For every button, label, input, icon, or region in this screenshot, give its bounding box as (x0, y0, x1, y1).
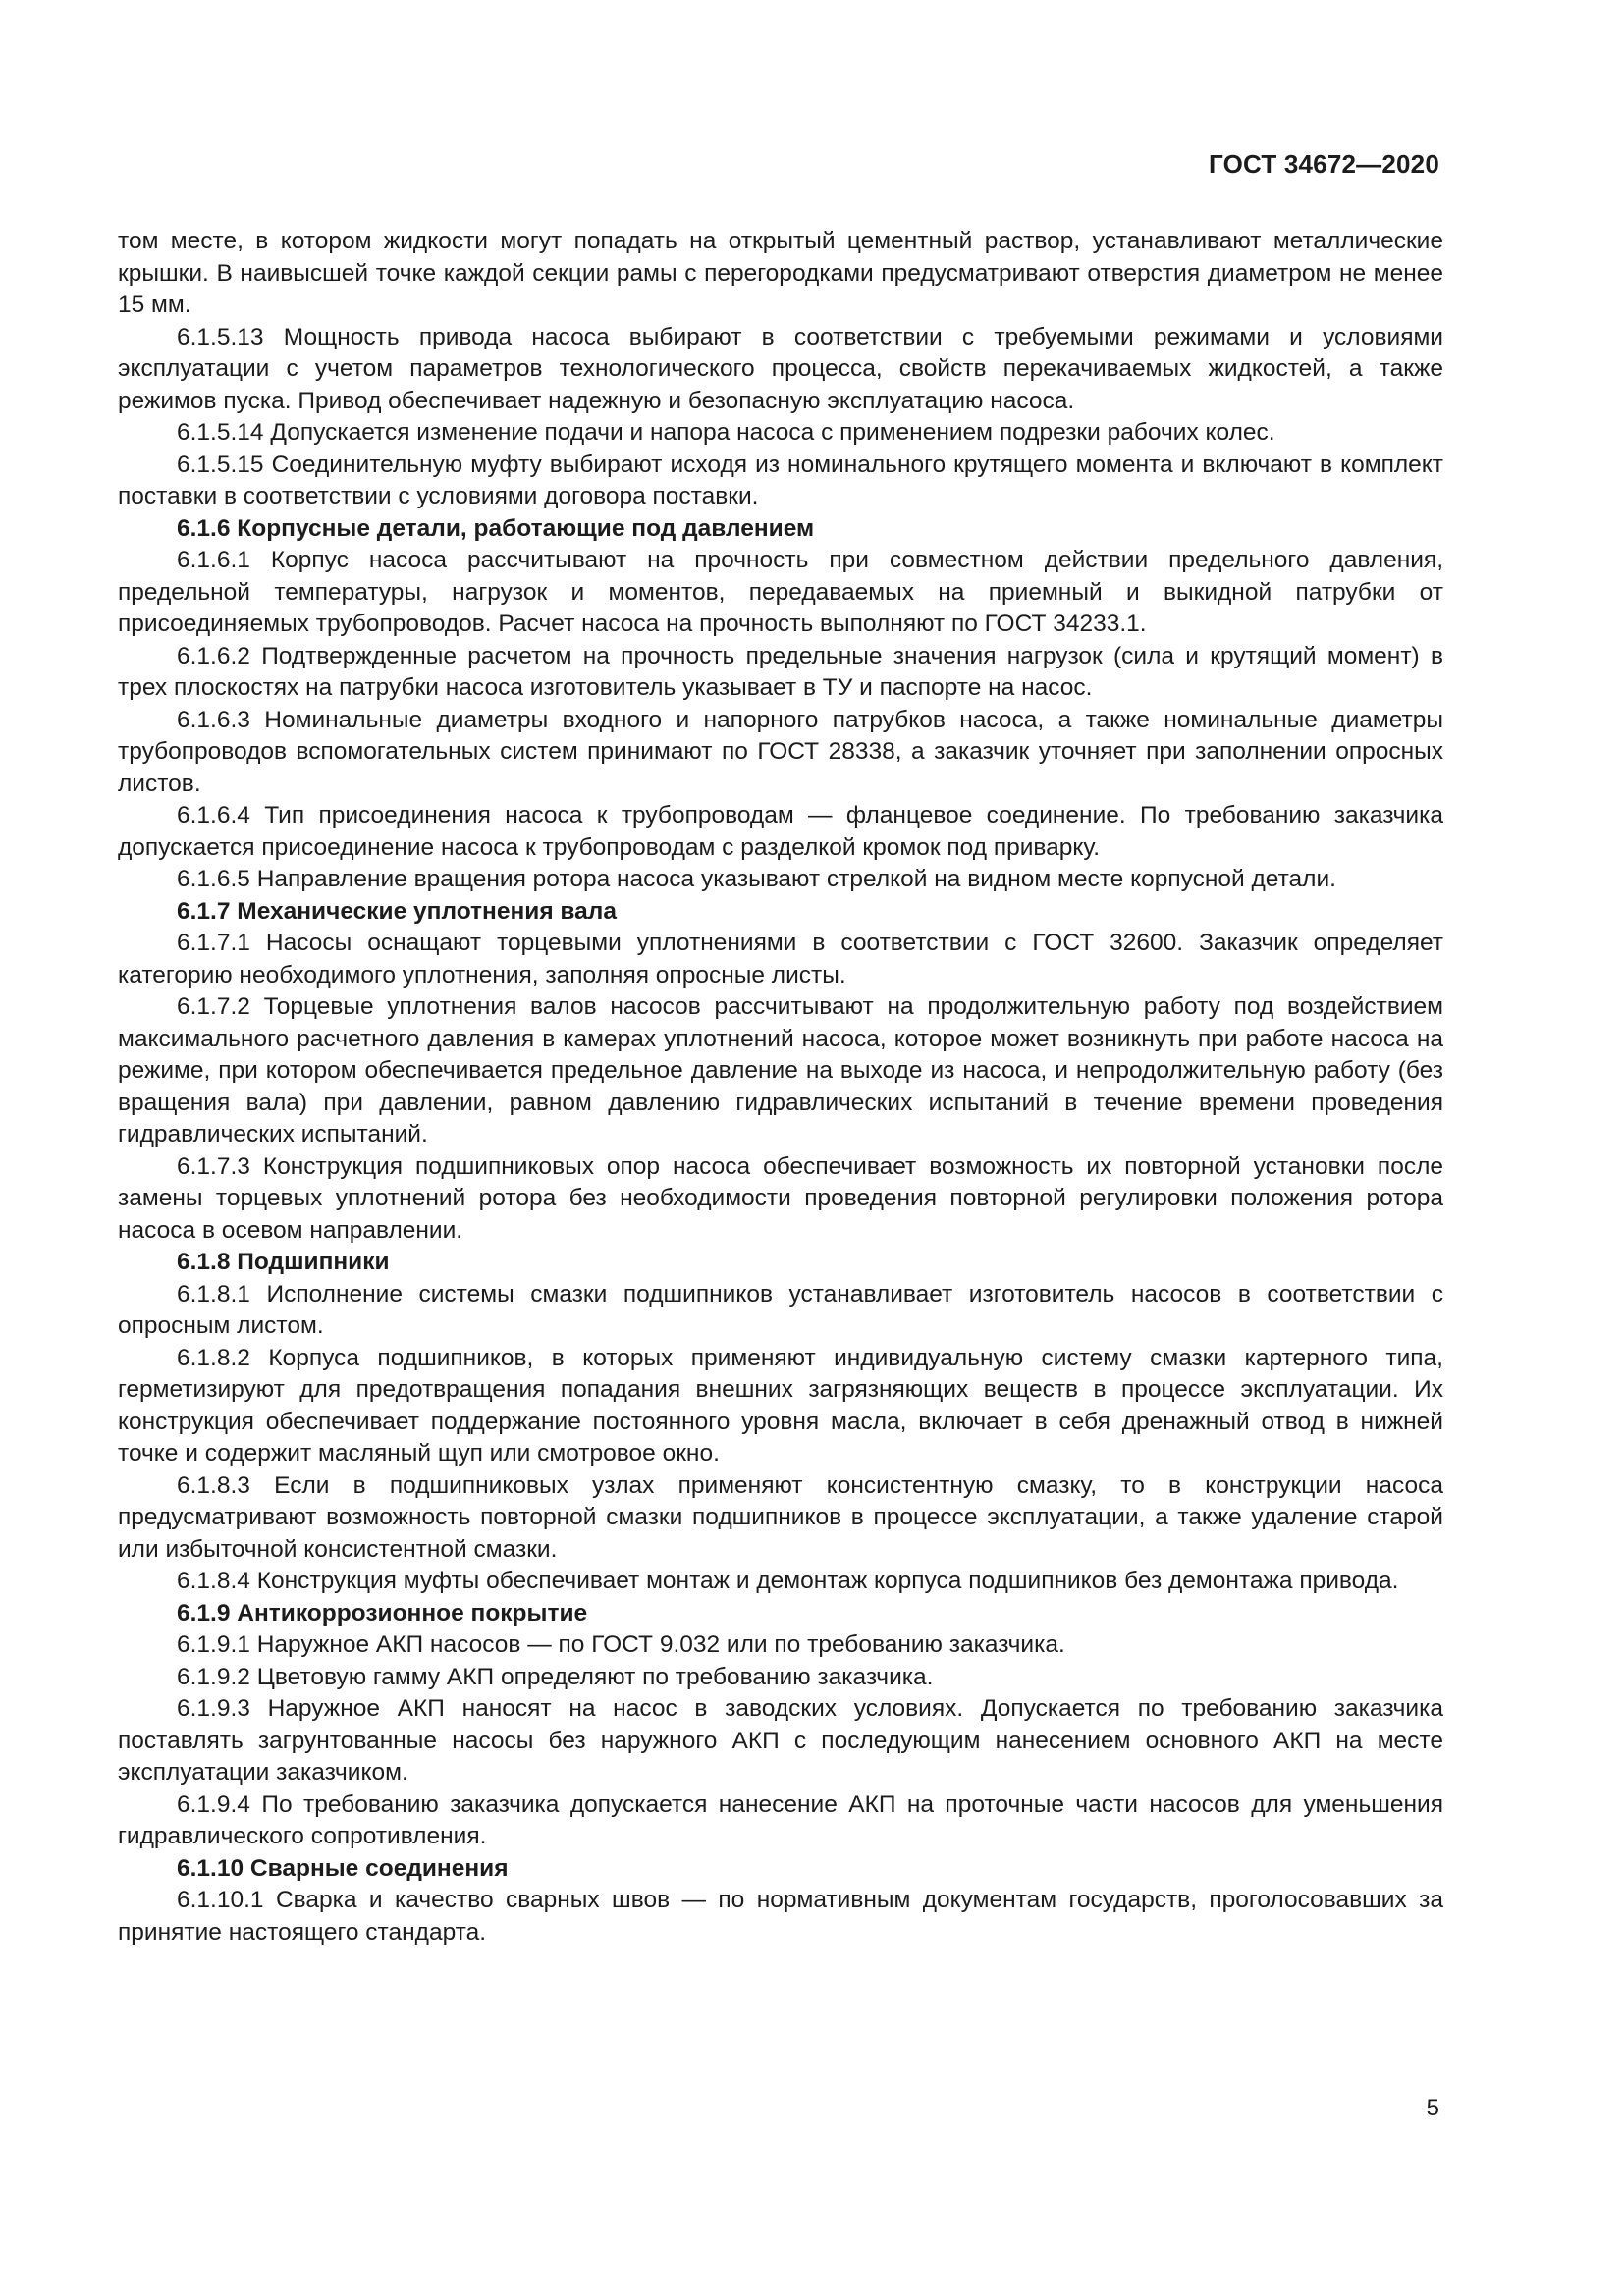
clause-6-1-6-2: 6.1.6.2 Подтвержденные расчетом на прочность предельные значения нагрузок (сила и крутящий момент) в трех плоскостях на патрубки насоса изготовитель указывает в ТУ и паспорте на насос. (118, 642, 1443, 701)
section-heading-6-1-8: 6.1.8 Подшипники (177, 1249, 390, 1275)
document-body (118, 226, 1443, 1949)
clause-6-1-9-1: 6.1.9.1 Наружное АКП насосов — по ГОСТ 9.032 или по требованию заказчика. (177, 1631, 1065, 1658)
section-heading-6-1-6: 6.1.6 Корпусные детали, работающие под давлением (177, 514, 815, 542)
section-heading-6-1-10: 6.1.10 Сварные соединения (177, 1854, 509, 1882)
clause-6-1-8-4: 6.1.8.4 Конструкция муфты обеспечивает монтаж и демонтаж корпуса подшипников без демонтажа привода. (177, 1568, 1399, 1594)
clause-6-1-7-2: 6.1.7.2 Торцевые уплотнения валов насосов рассчитывают на продолжительную работу под воздействием максимального расчетного давления в камерах уплотнений насоса, которое может возникнуть при работе насоса на режиме, при котором обеспечивается предельное давление на выходе из насоса, и непродолжительную работу (без вращения вала) при давлении, равном давлению гидравлических испытаний в течение времени проведения гидравлических испытаний. (118, 993, 1443, 1148)
clause-6-1-10-1: 6.1.10.1 Сварка и качество сварных швов — по нормативным документам государств, проголосовавших за принятие настоящего стандарта. (118, 1887, 1443, 1946)
clause-6-1-6-1: 6.1.6.1 Корпус насоса рассчитывают на прочность при совместном действии предельного давления, предельной температуры, нагрузок и моментов, передаваемых на приемный и выкидной патрубки от присоединяемых трубопроводов. Расчет насоса на прочность выполняют по ГОСТ 34233.1. (118, 547, 1443, 637)
clause-6-1-5-13: 6.1.5.13 Мощность привода насоса выбирают в соответствии с требуемыми режимами и условиями эксплуатации с учетом параметров технологического процесса, свойств перекачиваемых жидкостей, а также режимов пуска. Привод обеспечивает надежную и безопасную эксплуатацию насоса. (118, 323, 1443, 414)
clause-6-1-6-3: 6.1.6.3 Номинальные диаметры входного и напорного патрубков насоса, а также номинальные диаметры трубопроводов вспомогательных систем принимают по ГОСТ 28338, а заказчик уточняет при заполнении опросных листов. (118, 706, 1443, 797)
clause-6-1-8-3: 6.1.8.3 Если в подшипниковых узлах применяют консистентную смазку, то в конструкции насоса предусматривают возможность повторной смазки подшипников в процессе эксплуатации, а также удаление старой или избыточной консистентной смазки. (118, 1471, 1443, 1563)
clause-6-1-8-1: 6.1.8.1 Исполнение системы смазки подшипников устанавливает изготовитель насосов в соответствии с опросным листом. (118, 1280, 1443, 1339)
clause-6-1-5-14: 6.1.5.14 Допускается изменение подачи и напора насоса с применением подрезки рабочих колес. (177, 419, 1275, 446)
clause-6-1-7-1: 6.1.7.1 Насосы оснащают торцевыми уплотнениями в соответствии с ГОСТ 32600. Заказчик определяет категорию необходимого уплотнения, заполняя опросные листы. (118, 930, 1443, 988)
clause-6-1-9-3: 6.1.9.3 Наружное АКП наносят на насос в заводских условиях. Допускается по требованию заказчика поставлять загрунтованные насосы без наружного АКП с последующим нанесением основного АКП на месте эксплуатации заказчиком. (118, 1695, 1443, 1786)
page-number: 5 (1426, 2095, 1439, 2121)
clause-6-1-6-5: 6.1.6.5 Направление вращения ротора насоса указывают стрелкой на видном месте корпусной детали. (177, 866, 1336, 892)
clause-6-1-9-2: 6.1.9.2 Цветовую гамму АКП определяют по требованию заказчика. (177, 1663, 934, 1690)
section-heading-6-1-7: 6.1.7 Механические уплотнения вала (177, 897, 617, 925)
clause-6-1-8-2: 6.1.8.2 Корпуса подшипников, в которых применяют индивидуальную систему смазки картерного типа, герметизируют для предотвращения попадания внешних загрязняющих веществ в процессе эксплуатации. Их конструкция обеспечивает поддержание постоянного уровня масла, включает в себя дренажный отвод в нижней точке и содержит масляный щуп или смотровое окно. (118, 1344, 1443, 1467)
paragraph-continuation: том месте, в котором жидкости могут попадать на открытый цементный раствор, устанавливают металлические крышки. В наивысшей точке каждой секции рамы с перегородками предусматривают отверстия диаметром не менее 15 мм. (118, 228, 1443, 318)
document-code: ГОСТ 34672—2020 (1209, 149, 1439, 179)
clause-6-1-9-4: 6.1.9.4 По требованию заказчика допускается нанесение АКП на проточные части насосов для уменьшения гидравлического сопротивления. (118, 1790, 1443, 1849)
section-heading-6-1-9: 6.1.9 Антикоррозионное покрытие (177, 1599, 588, 1627)
clause-6-1-5-15: 6.1.5.15 Соединительную муфту выбирают исходя из номинального крутящего момента и включают в комплект поставки в соответствии с условиями договора поставки. (118, 451, 1443, 509)
clause-6-1-6-4: 6.1.6.4 Тип присоединения насоса к трубопроводам — фланцевое соединение. По требованию заказчика допускается присоединение насоса к трубопроводам с разделкой кромок под приварку. (118, 802, 1443, 861)
clause-6-1-7-3: 6.1.7.3 Конструкция подшипниковых опор насоса обеспечивает возможность их повторной установки после замены торцевых уплотнений ротора без необходимости проведения повторной регулировки положения ротора насоса в осевом направлении. (118, 1152, 1443, 1244)
